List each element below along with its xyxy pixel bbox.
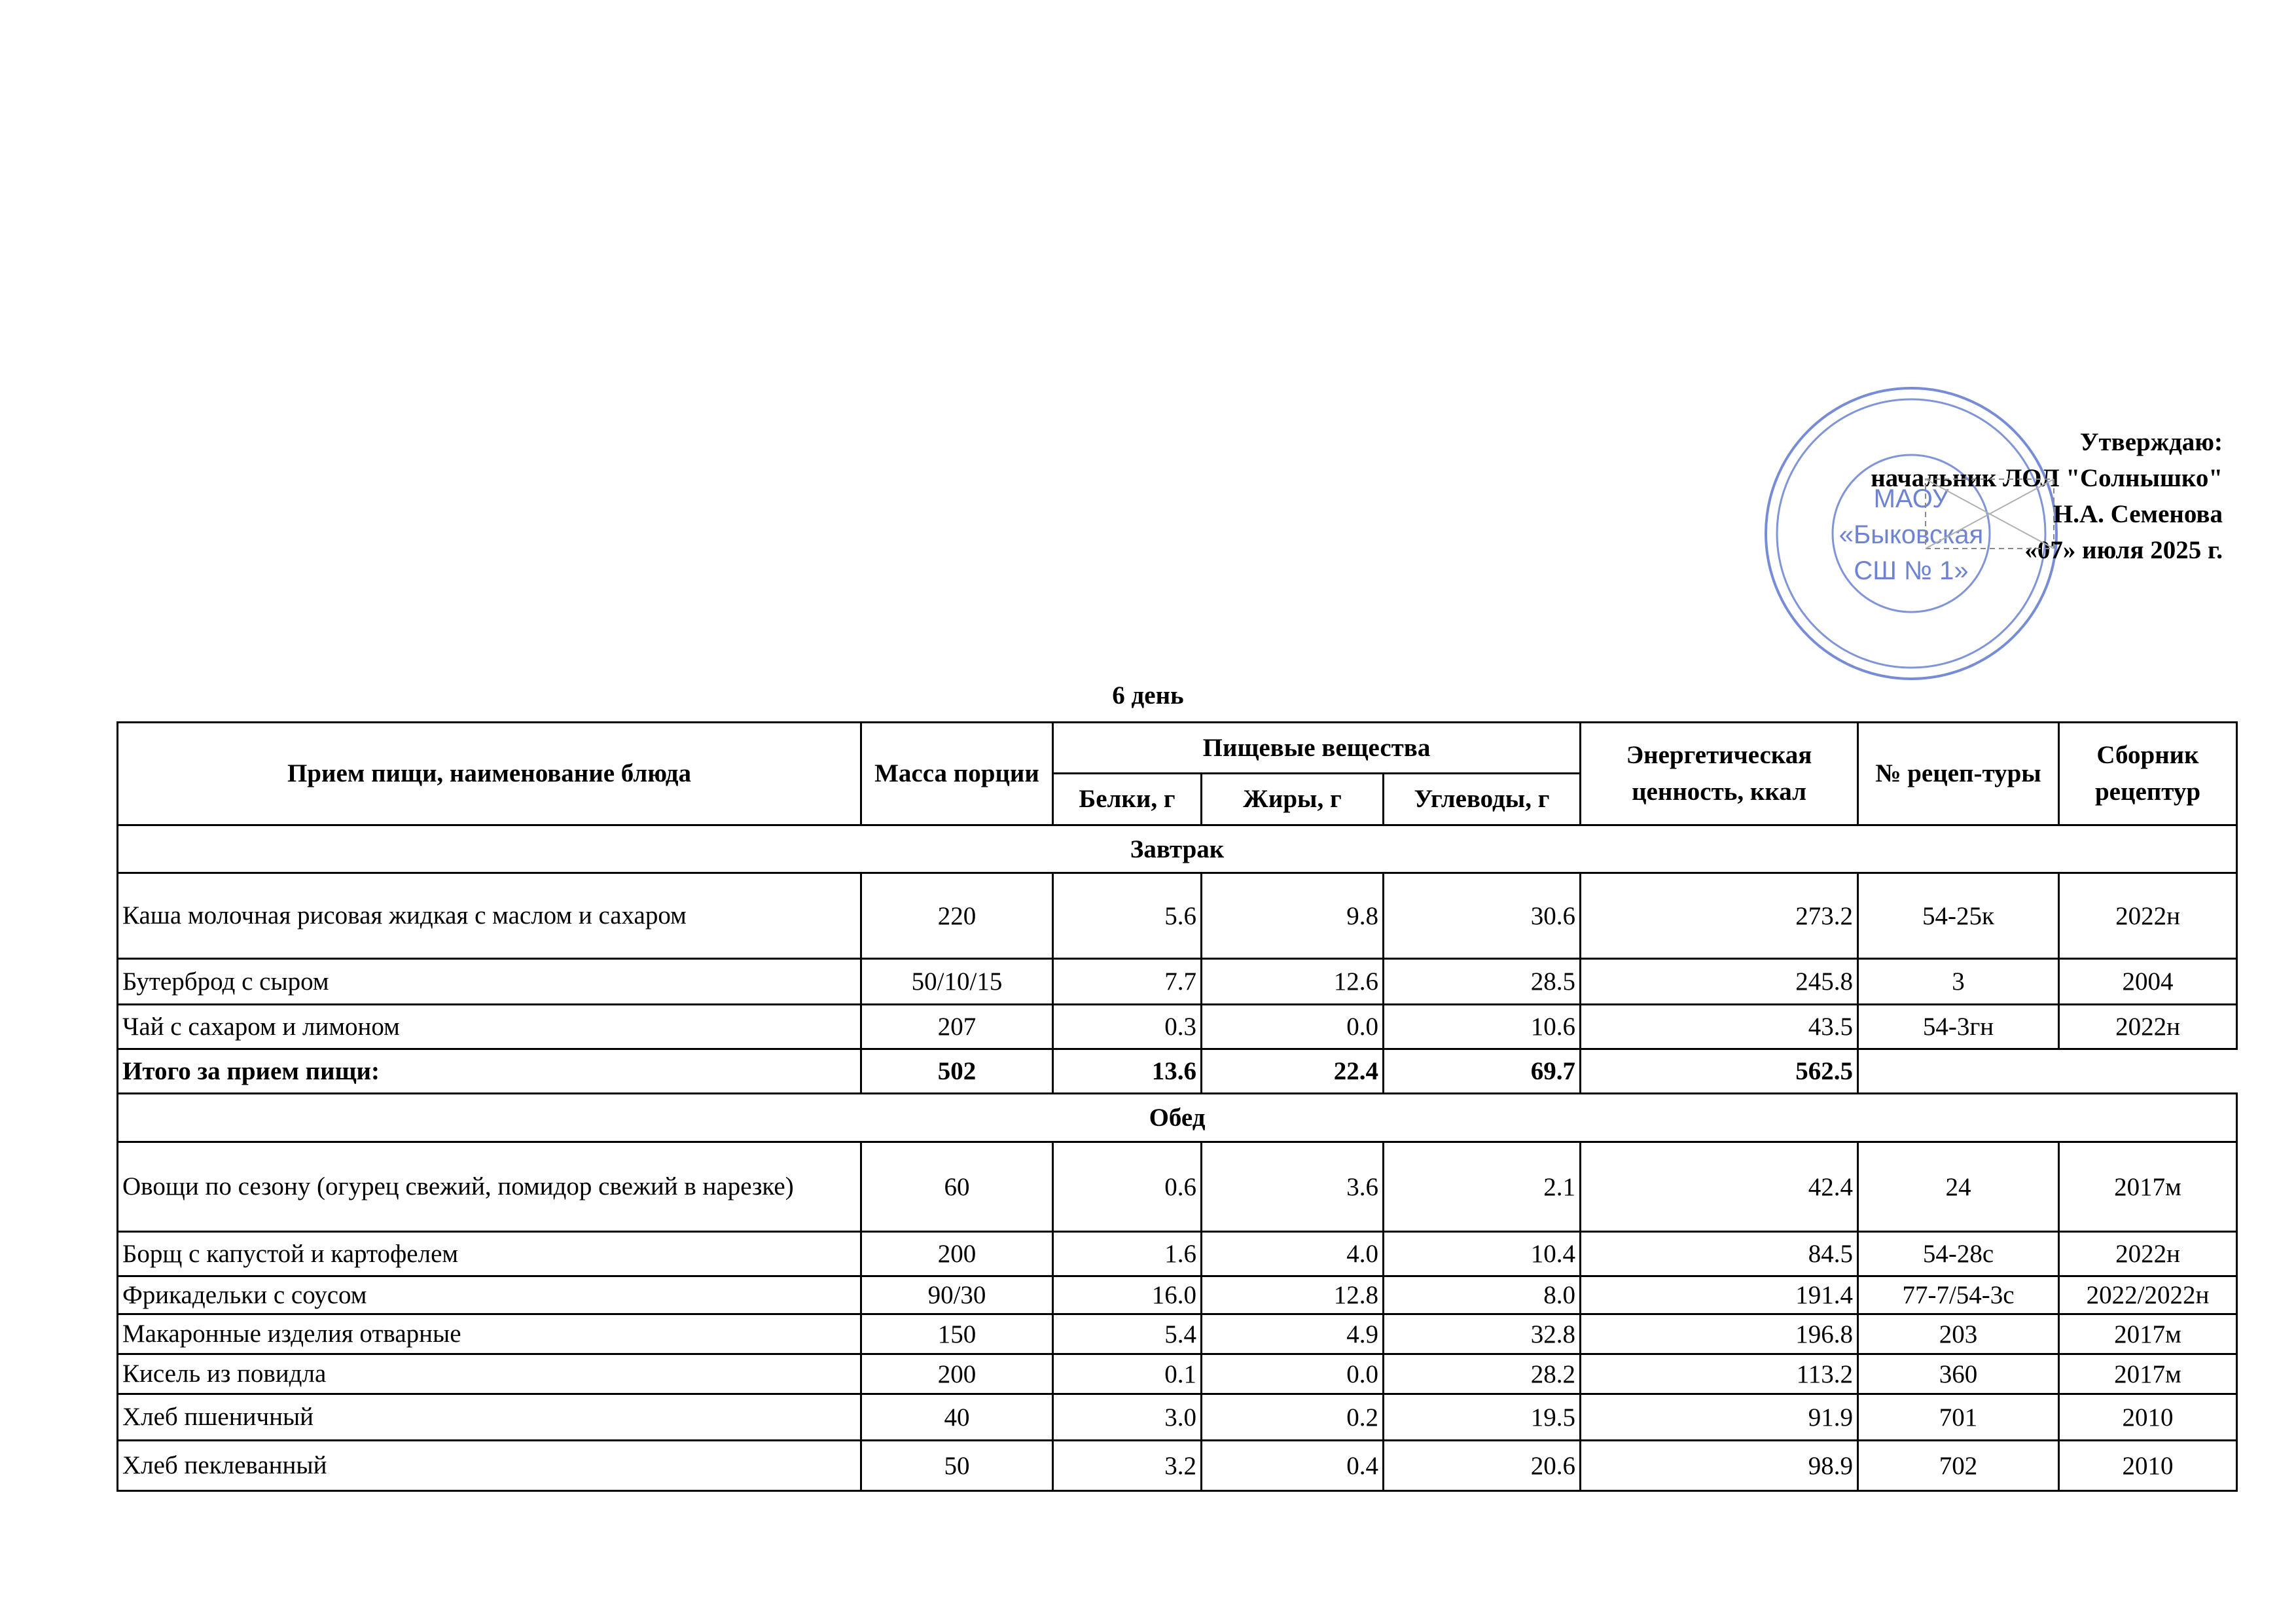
- dish-carbs: 30.6: [1384, 873, 1581, 959]
- dish-carbs: 28.5: [1384, 959, 1581, 1005]
- table-row: [118, 1276, 2237, 1314]
- dish-name: Макаронные изделия отварные: [118, 1314, 861, 1354]
- approval-name: Н.А. Семенова: [2053, 500, 2223, 528]
- dish-carbs: 32.8: [1384, 1314, 1581, 1354]
- dish-protein: 3.2: [1053, 1441, 1202, 1491]
- dish-recipe: 701: [1858, 1394, 2059, 1441]
- dish-recipe: 3: [1858, 959, 2059, 1005]
- dish-portion: 50/10/15: [861, 959, 1053, 1005]
- header-portion: Масса порции: [861, 723, 1053, 825]
- header-carbs: Углеводы, г: [1384, 774, 1581, 825]
- dish-carbs: 19.5: [1384, 1394, 1581, 1441]
- dish-recipe: 54-3гн: [1858, 1005, 2059, 1049]
- header-protein: Белки, г: [1053, 774, 1202, 825]
- dish-protein: 5.4: [1053, 1314, 1202, 1354]
- dish-collection: 2010: [2059, 1394, 2237, 1441]
- stamp-center-line-2: «Быковская: [1839, 520, 1984, 549]
- dish-portion: 220: [861, 873, 1053, 959]
- dish-fat: 0.4: [1202, 1441, 1384, 1491]
- approval-date: «07» июля 2025 г.: [2024, 536, 2223, 564]
- dish-energy: 113.2: [1581, 1354, 1858, 1394]
- header-nutrients: Пищевые вещества: [1053, 723, 1581, 774]
- approval-heading: Утверждаю:: [2079, 428, 2223, 456]
- dish-name: Борщ с капустой и картофелем: [118, 1232, 861, 1276]
- dish-energy: 42.4: [1581, 1142, 1858, 1232]
- table-row: [118, 1394, 2237, 1441]
- dish-carbs: 20.6: [1384, 1441, 1581, 1491]
- dish-name: Фрикадельки с соусом: [118, 1276, 861, 1314]
- dish-energy: 245.8: [1581, 959, 1858, 1005]
- dish-fat: 12.8: [1202, 1276, 1384, 1314]
- dish-carbs: 8.0: [1384, 1276, 1581, 1314]
- dish-protein: 3.0: [1053, 1394, 1202, 1441]
- dish-portion: 90/30: [861, 1276, 1053, 1314]
- dish-portion: 207: [861, 1005, 1053, 1049]
- total-portion: 502: [861, 1049, 1053, 1094]
- header-energy: Энергетическая ценность, ккал: [1581, 723, 1858, 825]
- dish-fat: 12.6: [1202, 959, 1384, 1005]
- dish-name: Бутерброд с сыром: [118, 959, 861, 1005]
- dish-recipe: 77-7/54-3с: [1858, 1276, 2059, 1314]
- dish-name: Кисель из повидла: [118, 1354, 861, 1394]
- total-fat: 22.4: [1202, 1049, 1384, 1094]
- section-breakfast: Завтрак: [118, 825, 2237, 873]
- dish-portion: 200: [861, 1232, 1053, 1276]
- header-meal: Прием пищи, наименование блюда: [118, 723, 861, 825]
- dish-fat: 0.2: [1202, 1394, 1384, 1441]
- dish-recipe: 54-28с: [1858, 1232, 2059, 1276]
- dish-name: Хлеб пшеничный: [118, 1394, 861, 1441]
- table-row: [118, 1232, 2237, 1276]
- dish-collection: 2017м: [2059, 1142, 2237, 1232]
- dish-fat: 4.0: [1202, 1232, 1384, 1276]
- dish-fat: 4.9: [1202, 1314, 1384, 1354]
- dish-carbs: 10.4: [1384, 1232, 1581, 1276]
- dish-recipe: 54-25к: [1858, 873, 2059, 959]
- table-row: [118, 1142, 2237, 1232]
- dish-carbs: 2.1: [1384, 1142, 1581, 1232]
- header-collection: Сборник рецептур: [2059, 723, 2237, 825]
- dish-name: Овощи по сезону (огурец свежий, помидор свежий в нарезке): [118, 1142, 861, 1232]
- dish-fat: 0.0: [1202, 1354, 1384, 1394]
- total-protein: 13.6: [1053, 1049, 1202, 1094]
- dish-energy: 98.9: [1581, 1441, 1858, 1491]
- dish-recipe: 360: [1858, 1354, 2059, 1394]
- dish-energy: 84.5: [1581, 1232, 1858, 1276]
- dish-carbs: 10.6: [1384, 1005, 1581, 1049]
- dish-portion: 40: [861, 1394, 1053, 1441]
- dish-portion: 150: [861, 1314, 1053, 1354]
- dish-protein: 0.1: [1053, 1354, 1202, 1394]
- stamp-center-line-3: СШ № 1»: [1854, 556, 1969, 585]
- dish-recipe: 203: [1858, 1314, 2059, 1354]
- dish-energy: 273.2: [1581, 873, 1858, 959]
- dish-energy: 43.5: [1581, 1005, 1858, 1049]
- dish-collection: 2022н: [2059, 1232, 2237, 1276]
- dish-protein: 7.7: [1053, 959, 1202, 1005]
- dish-portion: 200: [861, 1354, 1053, 1394]
- dish-fat: 0.0: [1202, 1005, 1384, 1049]
- dish-name: Чай с сахаром и лимоном: [118, 1005, 861, 1049]
- dish-name: Хлеб пеклеванный: [118, 1441, 861, 1491]
- table-row: [118, 1005, 2237, 1049]
- dish-collection: 2017м: [2059, 1354, 2237, 1394]
- dish-energy: 196.8: [1581, 1314, 1858, 1354]
- total-carbs: 69.7: [1384, 1049, 1581, 1094]
- dish-protein: 16.0: [1053, 1276, 1202, 1314]
- total-energy: 562.5: [1581, 1049, 1858, 1094]
- header-recipe: № рецеп-туры: [1858, 723, 2059, 825]
- dish-recipe: 702: [1858, 1441, 2059, 1491]
- dish-recipe: 24: [1858, 1142, 2059, 1232]
- dish-name: Каша молочная рисовая жидкая с маслом и сахаром: [118, 873, 861, 959]
- dish-energy: 91.9: [1581, 1394, 1858, 1441]
- dish-fat: 9.8: [1202, 873, 1384, 959]
- menu-table: [117, 721, 2238, 1492]
- table-row: [118, 1354, 2237, 1394]
- section-lunch: Обед: [118, 1094, 2237, 1142]
- dish-portion: 60: [861, 1142, 1053, 1232]
- dish-collection: 2022/2022н: [2059, 1276, 2237, 1314]
- dish-portion: 50: [861, 1441, 1053, 1491]
- dish-collection: 2017м: [2059, 1314, 2237, 1354]
- approval-position: начальник ЛОЛ "Солнышко": [1871, 464, 2223, 492]
- stamp-center-line-1: МАОУ: [1873, 484, 1949, 513]
- dish-fat: 3.6: [1202, 1142, 1384, 1232]
- dish-protein: 0.3: [1053, 1005, 1202, 1049]
- table-row: [118, 873, 2237, 959]
- dish-collection: 2004: [2059, 959, 2237, 1005]
- table-row: [118, 1441, 2237, 1491]
- table-row: [118, 1314, 2237, 1354]
- signature-placeholder: [1924, 478, 2055, 550]
- dish-collection: 2022н: [2059, 1005, 2237, 1049]
- total-label: Итого за прием пищи:: [118, 1049, 861, 1094]
- breakfast-total-row: [118, 1049, 2237, 1094]
- dish-collection: 2022н: [2059, 873, 2237, 959]
- dish-protein: 0.6: [1053, 1142, 1202, 1232]
- dish-carbs: 28.2: [1384, 1354, 1581, 1394]
- dish-protein: 5.6: [1053, 873, 1202, 959]
- table-row: [118, 959, 2237, 1005]
- dish-energy: 191.4: [1581, 1276, 1858, 1314]
- total-empty-cell: [1858, 1049, 2237, 1094]
- header-fat: Жиры, г: [1202, 774, 1384, 825]
- dish-collection: 2010: [2059, 1441, 2237, 1491]
- dish-protein: 1.6: [1053, 1232, 1202, 1276]
- day-title: 6 день: [1112, 681, 1184, 710]
